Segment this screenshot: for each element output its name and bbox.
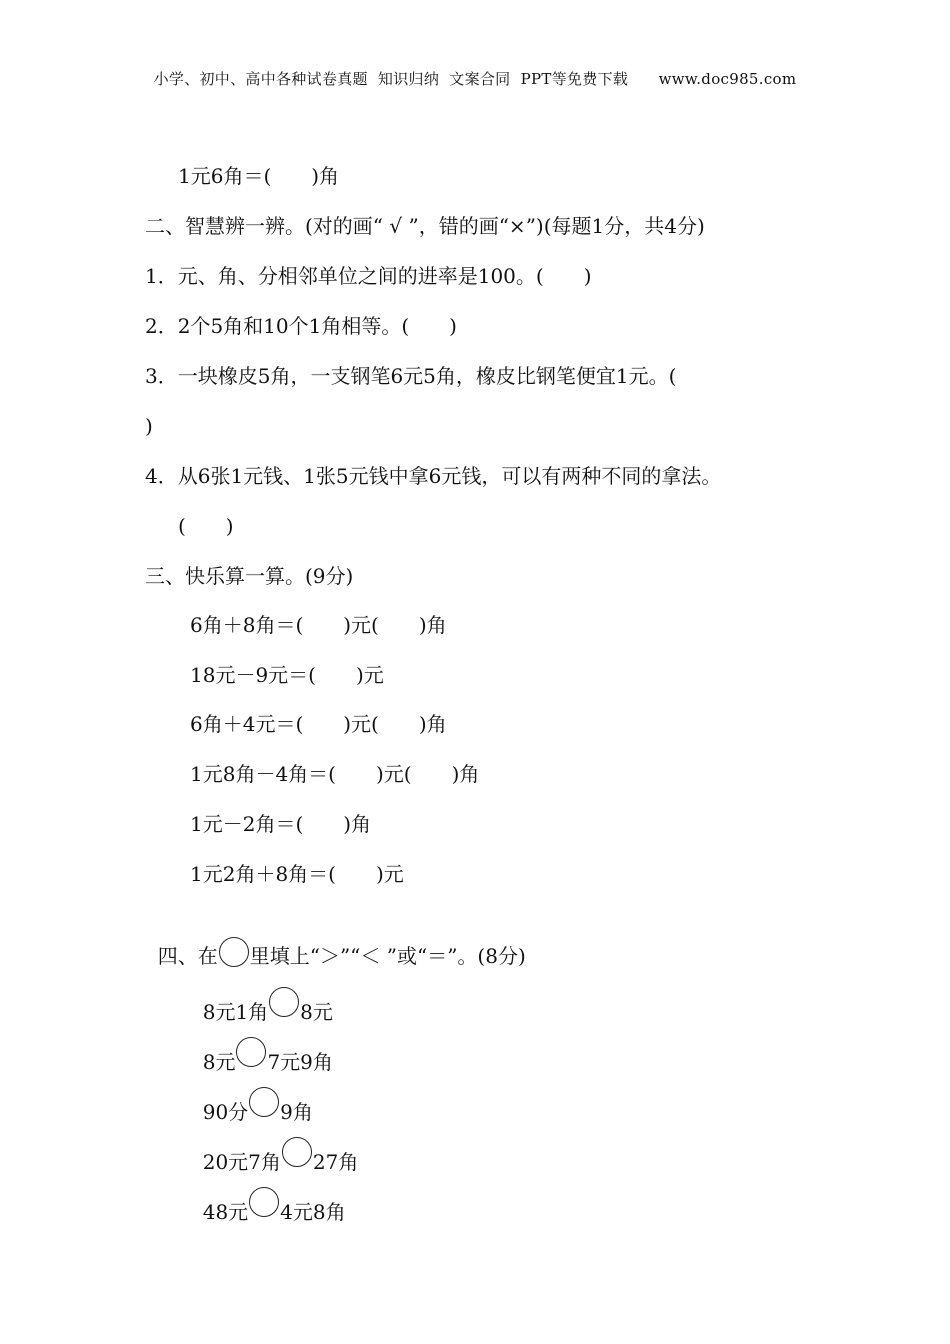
compare-right: 7元9角 — [267, 1050, 333, 1074]
section-2-item-4-cont: ( ) — [178, 514, 234, 538]
compare-left: 90分 — [202, 1100, 249, 1124]
section-4-title-pre: 四、在 — [157, 944, 218, 968]
section-3-item-1: 6角＋8角＝( )元( )角 — [190, 613, 447, 637]
section-2-item-4: 4．从6张1元钱、1张5元钱中拿6元钱，可以有两种不同的拿法。 — [145, 464, 722, 488]
section-2-item-1: 1．元、角、分相邻单位之间的进率是100。( ) — [145, 264, 592, 288]
compare-left: 8元1角 — [202, 1000, 269, 1024]
compare-right: 8元 — [300, 1000, 333, 1024]
section-3-item-2: 18元－9元＝( )元 — [190, 663, 384, 687]
section-3-item-3: 6角＋4元＝( )元( )角 — [190, 712, 447, 736]
section-2-item-3: 3．一块橡皮5角，一支钢笔6元5角，橡皮比钢笔便宜1元。( — [145, 364, 677, 388]
compare-right: 4元8角 — [280, 1200, 346, 1224]
section-3-title: 三、快乐算一算。(9分) — [145, 564, 354, 588]
section-2-item-3-cont: ) — [145, 414, 153, 438]
compare-left: 48元 — [202, 1200, 249, 1224]
section-4-title-post: 里填上“＞”“＜ ”或“＝”。(8分) — [249, 944, 526, 968]
carryover-question: 1元6角＝( )角 — [178, 164, 340, 188]
compare-right: 9角 — [280, 1100, 313, 1124]
section-2-title: 二、智慧辨一辨。(对的画“ √ ”，错的画“×”)(每题1分，共4分) — [145, 214, 705, 238]
section-2-item-2: 2．2个5角和10个1角相等。( ) — [145, 314, 457, 338]
compare-left: 20元7角 — [202, 1150, 281, 1174]
compare-circle-input[interactable] — [249, 1187, 279, 1217]
page-header: 小学、初中、高中各种试卷真题 知识归纳 文案合同 PPT等免费下载 www.doc985.com — [153, 70, 797, 88]
section-3-item-6: 1元2角＋8角＝( )元 — [190, 862, 404, 886]
compare-row-5 — [190, 1159, 346, 1226]
section-3-item-4: 1元8角－4角＝( )元( )角 — [190, 762, 480, 786]
compare-left: 8元 — [202, 1050, 236, 1074]
section-3-item-5: 1元－2角＝( )角 — [190, 812, 372, 836]
compare-right: 27角 — [312, 1150, 359, 1174]
